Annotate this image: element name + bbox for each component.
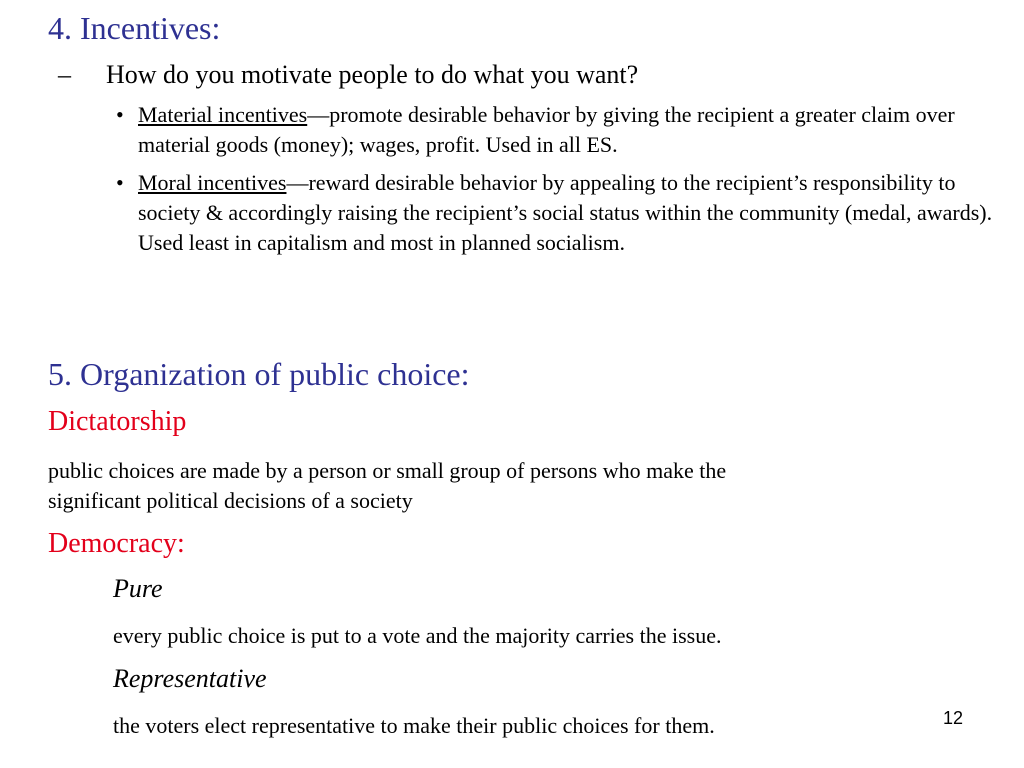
- material-incentives-text: —promote desirable behavior by giving the recipient a greater claim over material goods (money); wages, profit. Used in all ES.: [138, 102, 955, 157]
- representative-democracy-label: Representative: [113, 664, 267, 693]
- motivation-question: How do you motivate people to do what you want?: [106, 60, 639, 89]
- moral-incentives-text: —reward desirable behavior by appealing to the recipient’s responsibility to society & accordingly raising the recipient’s social status within the community (medal, awards). Used least in capitalism and most in planned socialism.: [138, 170, 993, 255]
- bullet-material-incentives: [116, 100, 1018, 160]
- dictatorship-description-line-2: significant political decisions of a society: [48, 488, 413, 513]
- moral-incentives-term: Moral incentives: [138, 170, 287, 195]
- pure-democracy-description: every public choice is put to a vote and the majority carries the issue.: [113, 623, 722, 648]
- bullet-moral-incentives: [116, 168, 1018, 258]
- democracy-label: Democracy:: [48, 528, 185, 559]
- page-number: 12: [943, 708, 964, 728]
- bullet-symbol: •: [116, 102, 124, 127]
- section-4-heading: 4. Incentives:: [48, 10, 221, 46]
- bullet-symbol: •: [116, 170, 124, 195]
- dictatorship-label: Dictatorship: [48, 406, 187, 437]
- pure-democracy-label: Pure: [113, 574, 163, 603]
- dash-symbol: –: [58, 60, 71, 89]
- representative-democracy-description: the voters elect representative to make their public choices for them.: [113, 713, 715, 738]
- section-5-heading: 5. Organization of public choice:: [48, 356, 470, 392]
- material-incentives-term: Material incentives: [138, 102, 308, 127]
- dictatorship-description-line-1: public choices are made by a person or small group of persons who make the: [48, 458, 727, 483]
